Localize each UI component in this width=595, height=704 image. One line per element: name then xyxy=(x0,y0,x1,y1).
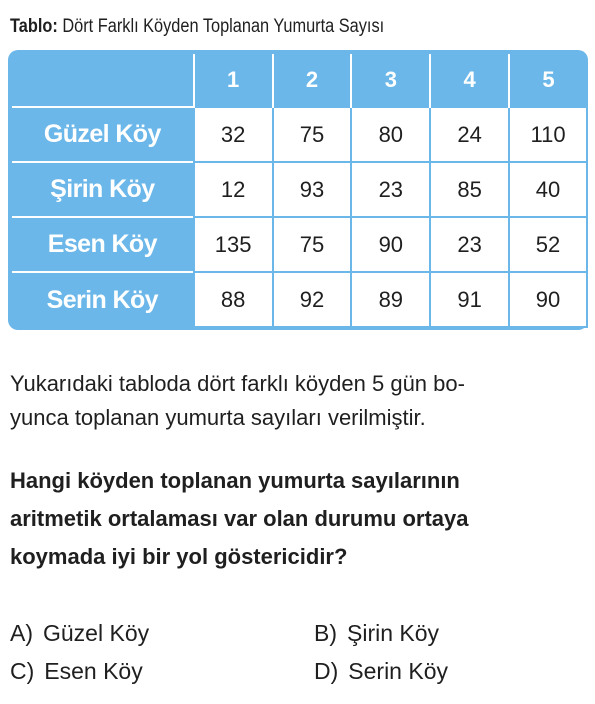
answer-option-c[interactable] xyxy=(10,658,143,685)
column-header-day: 2 xyxy=(273,54,352,107)
column-header-day: 1 xyxy=(194,54,273,107)
option-letter: B) xyxy=(314,620,337,646)
option-text: Serin Köy xyxy=(348,658,448,684)
column-header-day: 5 xyxy=(509,54,587,107)
table-cell: 93 xyxy=(273,162,352,217)
question-line: aritmetik ortalaması var olan durumu ortaya xyxy=(10,506,469,531)
table-header-row xyxy=(12,54,587,107)
option-letter: A) xyxy=(10,620,33,646)
table-cell: 52 xyxy=(509,217,587,272)
table-cell: 75 xyxy=(273,107,352,162)
data-table-panel xyxy=(8,50,588,330)
option-letter: D) xyxy=(314,658,339,684)
option-letter: C) xyxy=(10,658,35,684)
table-caption xyxy=(10,16,384,38)
intro-line: yunca toplanan yumurta sayıları verilmiştir. xyxy=(10,405,426,430)
table-cell: 90 xyxy=(509,272,587,327)
answer-option-a[interactable] xyxy=(10,620,149,647)
table-cell: 110 xyxy=(509,107,587,162)
table-cell: 40 xyxy=(509,162,587,217)
table-cell: 91 xyxy=(430,272,509,327)
table-cell: 85 xyxy=(430,162,509,217)
row-header-village: Serin Köy xyxy=(12,272,194,327)
table-cell: 135 xyxy=(194,217,273,272)
answer-option-b[interactable] xyxy=(314,620,439,647)
row-header-village: Esen Köy xyxy=(12,217,194,272)
intro-paragraph xyxy=(10,367,590,435)
table-cell: 75 xyxy=(273,217,352,272)
column-header-day: 3 xyxy=(351,54,430,107)
table-row xyxy=(12,217,587,272)
table-row xyxy=(12,162,587,217)
intro-line: Yukarıdaki tabloda dört farklı köyden 5 gün bo- xyxy=(10,371,465,396)
question-line: Hangi köyden toplanan yumurta sayılarının xyxy=(10,468,460,493)
question-line: koymada iyi bir yol göstericidir? xyxy=(10,544,348,569)
question-text xyxy=(10,462,590,576)
table-cell: 12 xyxy=(194,162,273,217)
table-cell: 24 xyxy=(430,107,509,162)
caption-label: Tablo: xyxy=(10,16,58,37)
table-cell: 90 xyxy=(351,217,430,272)
table-row xyxy=(12,272,587,327)
table-cell: 32 xyxy=(194,107,273,162)
table-cell: 92 xyxy=(273,272,352,327)
option-text: Esen Köy xyxy=(44,658,143,684)
table-cell: 89 xyxy=(351,272,430,327)
table-cell: 80 xyxy=(351,107,430,162)
table-cell: 88 xyxy=(194,272,273,327)
option-text: Güzel Köy xyxy=(43,620,150,646)
option-text: Şirin Köy xyxy=(347,620,440,646)
row-header-village: Güzel Köy xyxy=(12,107,194,162)
egg-count-table xyxy=(12,54,588,328)
caption-text: Dört Farklı Köyden Toplanan Yumurta Sayısı xyxy=(62,16,385,37)
answer-option-d[interactable] xyxy=(314,658,448,685)
table-cell: 23 xyxy=(351,162,430,217)
table-corner xyxy=(12,54,194,107)
table-cell: 23 xyxy=(430,217,509,272)
column-header-day: 4 xyxy=(430,54,509,107)
row-header-village: Şirin Köy xyxy=(12,162,194,217)
table-row xyxy=(12,107,587,162)
